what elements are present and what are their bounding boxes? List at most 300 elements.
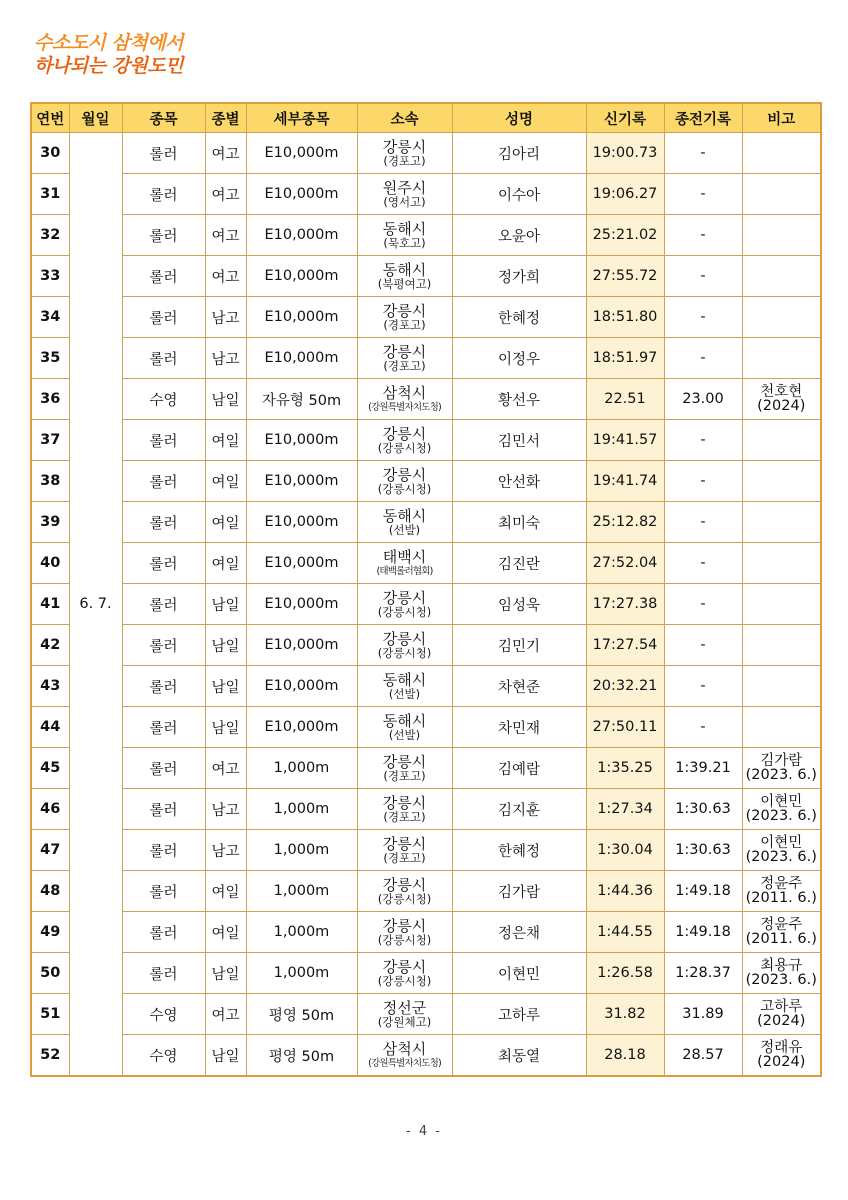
- category-cell: 여일: [205, 461, 246, 502]
- row-number: 43: [31, 666, 69, 707]
- new-record: 1:30.04: [586, 830, 664, 871]
- new-record: 20:32.21: [586, 666, 664, 707]
- sport-cell: 롤러: [122, 748, 205, 789]
- affiliation-city: 강릉시: [382, 342, 427, 361]
- affiliation-team: (경포고): [383, 317, 426, 332]
- event-cell: E10,000m: [246, 297, 357, 338]
- affiliation-cell: [357, 912, 452, 953]
- category-cell: 여고: [205, 133, 246, 174]
- note-holder: 정윤주: [760, 876, 803, 892]
- previous-record: -: [664, 174, 742, 215]
- new-record: 1:44.36: [586, 871, 664, 912]
- affiliation-city: 동해시: [382, 506, 427, 525]
- affiliation-city: 강릉시: [382, 137, 427, 156]
- athlete-name: 최동열: [452, 1035, 586, 1077]
- table-body: [31, 133, 821, 1077]
- new-record: 19:41.57: [586, 420, 664, 461]
- affiliation-team: (경포고): [383, 358, 426, 373]
- note-date: (2023. 6.): [745, 767, 817, 783]
- previous-record: -: [664, 707, 742, 748]
- row-number: 38: [31, 461, 69, 502]
- athlete-name: 임성욱: [452, 584, 586, 625]
- note-date: (2011. 6.): [745, 890, 817, 906]
- affiliation-team: (선발): [388, 686, 421, 701]
- category-cell: 남일: [205, 584, 246, 625]
- affiliation-team: (강릉시청): [377, 973, 432, 988]
- previous-record: -: [664, 543, 742, 584]
- athlete-name: 김진란: [452, 543, 586, 584]
- category-cell: 여일: [205, 502, 246, 543]
- table-row: [31, 871, 821, 912]
- row-number: 47: [31, 830, 69, 871]
- affiliation-cell: [357, 994, 452, 1035]
- athlete-name: 정은채: [452, 912, 586, 953]
- affiliation-team: (영서고): [383, 194, 426, 209]
- column-header: 소속: [357, 103, 452, 133]
- row-number: 34: [31, 297, 69, 338]
- column-header: 연번: [31, 103, 69, 133]
- sport-cell: 롤러: [122, 297, 205, 338]
- table-row: [31, 789, 821, 830]
- table-row: [31, 338, 821, 379]
- affiliation-city: 정선군: [382, 998, 427, 1017]
- note-cell: [742, 420, 821, 461]
- column-header: 비고: [742, 103, 821, 133]
- note-cell: [742, 994, 821, 1035]
- category-cell: 남일: [205, 953, 246, 994]
- date-cell: 6. 7.: [69, 133, 122, 1077]
- event-cell: E10,000m: [246, 666, 357, 707]
- event-cell: E10,000m: [246, 461, 357, 502]
- affiliation-team: (강릉시청): [377, 932, 432, 947]
- sport-cell: 롤러: [122, 871, 205, 912]
- affiliation-city: 강릉시: [382, 957, 427, 976]
- category-cell: 여고: [205, 174, 246, 215]
- affiliation-city: 강릉시: [382, 875, 427, 894]
- event-cell: 1,000m: [246, 912, 357, 953]
- category-cell: 여일: [205, 871, 246, 912]
- table-row: [31, 912, 821, 953]
- affiliation-cell: [357, 174, 452, 215]
- sport-cell: 롤러: [122, 666, 205, 707]
- new-record: 1:27.34: [586, 789, 664, 830]
- category-cell: 남고: [205, 789, 246, 830]
- affiliation-cell: [357, 338, 452, 379]
- athlete-name: 김민기: [452, 625, 586, 666]
- new-record: 17:27.54: [586, 625, 664, 666]
- event-cell: E10,000m: [246, 133, 357, 174]
- row-number: 31: [31, 174, 69, 215]
- event-cell: 1,000m: [246, 830, 357, 871]
- category-cell: 남일: [205, 666, 246, 707]
- new-record: 27:52.04: [586, 543, 664, 584]
- row-number: 42: [31, 625, 69, 666]
- previous-record: -: [664, 297, 742, 338]
- column-header: 종별: [205, 103, 246, 133]
- previous-record: -: [664, 584, 742, 625]
- note-cell: [742, 215, 821, 256]
- new-record: 27:55.72: [586, 256, 664, 297]
- affiliation-cell: [357, 584, 452, 625]
- table-row: [31, 174, 821, 215]
- previous-record: 1:30.63: [664, 789, 742, 830]
- table-row: [31, 748, 821, 789]
- note-cell: [742, 830, 821, 871]
- category-cell: 여고: [205, 256, 246, 297]
- sport-cell: 롤러: [122, 174, 205, 215]
- previous-record: -: [664, 625, 742, 666]
- affiliation-city: 강릉시: [382, 301, 427, 320]
- note-date: (2023. 6.): [745, 972, 817, 988]
- athlete-name: 한혜정: [452, 830, 586, 871]
- note-date: (2023. 6.): [745, 808, 817, 824]
- table-row: [31, 584, 821, 625]
- row-number: 35: [31, 338, 69, 379]
- previous-record: -: [664, 461, 742, 502]
- note-cell: [742, 707, 821, 748]
- affiliation-team: (강릉시청): [377, 481, 432, 496]
- sport-cell: 수영: [122, 994, 205, 1035]
- event-cell: E10,000m: [246, 584, 357, 625]
- category-cell: 남일: [205, 625, 246, 666]
- sport-cell: 롤러: [122, 215, 205, 256]
- athlete-name: 황선우: [452, 379, 586, 420]
- column-header: 성명: [452, 103, 586, 133]
- affiliation-cell: [357, 1035, 452, 1077]
- row-number: 30: [31, 133, 69, 174]
- new-record: 17:27.38: [586, 584, 664, 625]
- athlete-name: 김지훈: [452, 789, 586, 830]
- category-cell: 여일: [205, 543, 246, 584]
- affiliation-city: 강릉시: [382, 752, 427, 771]
- event-cell: E10,000m: [246, 420, 357, 461]
- row-number: 44: [31, 707, 69, 748]
- event-cell: 자유형 50m: [246, 379, 357, 420]
- previous-record: -: [664, 215, 742, 256]
- event-cell: 1,000m: [246, 953, 357, 994]
- category-cell: 여일: [205, 420, 246, 461]
- previous-record: 1:49.18: [664, 871, 742, 912]
- table-header-row: [31, 103, 821, 133]
- note-date: (2024): [757, 1013, 806, 1029]
- affiliation-cell: [357, 420, 452, 461]
- note-date: (2024): [757, 1054, 806, 1070]
- row-number: 40: [31, 543, 69, 584]
- athlete-name: 이정우: [452, 338, 586, 379]
- affiliation-city: 강릉시: [382, 834, 427, 853]
- row-number: 52: [31, 1035, 69, 1077]
- affiliation-city: 동해시: [382, 260, 427, 279]
- event-cell: 1,000m: [246, 871, 357, 912]
- new-record: 31.82: [586, 994, 664, 1035]
- affiliation-cell: [357, 953, 452, 994]
- note-cell: [742, 502, 821, 543]
- affiliation-team: (태백롤러협회): [376, 565, 433, 577]
- athlete-name: 이현민: [452, 953, 586, 994]
- affiliation-city: 동해시: [382, 670, 427, 689]
- affiliation-city: 동해시: [382, 711, 427, 730]
- note-holder: 최용규: [760, 958, 803, 974]
- affiliation-team: (경포고): [383, 768, 426, 783]
- event-cell: E10,000m: [246, 543, 357, 584]
- note-date: (2011. 6.): [745, 931, 817, 947]
- row-number: 51: [31, 994, 69, 1035]
- table-row: [31, 666, 821, 707]
- sport-cell: 롤러: [122, 502, 205, 543]
- table-row: [31, 953, 821, 994]
- row-number: 36: [31, 379, 69, 420]
- sport-cell: 롤러: [122, 543, 205, 584]
- affiliation-city: 태백시: [382, 547, 427, 566]
- new-record: 18:51.80: [586, 297, 664, 338]
- note-cell: [742, 133, 821, 174]
- category-cell: 남고: [205, 830, 246, 871]
- athlete-name: 차민재: [452, 707, 586, 748]
- affiliation-team: (경포고): [383, 809, 426, 824]
- category-cell: 남고: [205, 297, 246, 338]
- new-record: 25:21.02: [586, 215, 664, 256]
- new-record: 22.51: [586, 379, 664, 420]
- affiliation-team: (북평여고): [377, 276, 432, 291]
- note-cell: [742, 871, 821, 912]
- table-row: [31, 420, 821, 461]
- affiliation-cell: [357, 543, 452, 584]
- affiliation-cell: [357, 379, 452, 420]
- note-date: (2023. 6.): [745, 849, 817, 865]
- affiliation-cell: [357, 297, 452, 338]
- note-date: (2024): [757, 398, 806, 414]
- previous-record: -: [664, 256, 742, 297]
- new-record: 25:12.82: [586, 502, 664, 543]
- athlete-name: 이수아: [452, 174, 586, 215]
- athlete-name: 김아리: [452, 133, 586, 174]
- table-row: [31, 625, 821, 666]
- affiliation-team: (강릉시청): [377, 604, 432, 619]
- new-record: 1:44.55: [586, 912, 664, 953]
- event-cell: E10,000m: [246, 707, 357, 748]
- note-cell: [742, 379, 821, 420]
- sport-cell: 롤러: [122, 256, 205, 297]
- sport-cell: 롤러: [122, 830, 205, 871]
- affiliation-cell: [357, 133, 452, 174]
- affiliation-cell: [357, 625, 452, 666]
- new-record: 19:00.73: [586, 133, 664, 174]
- previous-record: -: [664, 666, 742, 707]
- event-cell: 1,000m: [246, 748, 357, 789]
- sport-cell: 롤러: [122, 953, 205, 994]
- table-row: [31, 133, 821, 174]
- affiliation-cell: [357, 256, 452, 297]
- note-holder: 이현민: [760, 794, 803, 810]
- affiliation-team: (강원특별자치도청): [368, 401, 441, 413]
- row-number: 46: [31, 789, 69, 830]
- previous-record: 1:30.63: [664, 830, 742, 871]
- affiliation-team: (경포고): [383, 850, 426, 865]
- table-row: [31, 256, 821, 297]
- column-header: 신기록: [586, 103, 664, 133]
- affiliation-city: 강릉시: [382, 793, 427, 812]
- previous-record: -: [664, 420, 742, 461]
- event-cell: 1,000m: [246, 789, 357, 830]
- athlete-name: 차현준: [452, 666, 586, 707]
- category-cell: 여일: [205, 912, 246, 953]
- note-holder: 고하루: [760, 999, 803, 1015]
- previous-record: 1:39.21: [664, 748, 742, 789]
- new-record: 28.18: [586, 1035, 664, 1077]
- affiliation-cell: [357, 748, 452, 789]
- row-number: 37: [31, 420, 69, 461]
- note-cell: [742, 174, 821, 215]
- table-row: [31, 297, 821, 338]
- athlete-name: 김가람: [452, 871, 586, 912]
- row-number: 45: [31, 748, 69, 789]
- table-row: [31, 1035, 821, 1077]
- affiliation-cell: [357, 666, 452, 707]
- previous-record: 1:49.18: [664, 912, 742, 953]
- note-cell: [742, 625, 821, 666]
- sport-cell: 롤러: [122, 707, 205, 748]
- table-row: [31, 502, 821, 543]
- affiliation-team: (경포고): [383, 153, 426, 168]
- event-cell: 평영 50m: [246, 994, 357, 1035]
- event-cell: E10,000m: [246, 625, 357, 666]
- new-record: 27:50.11: [586, 707, 664, 748]
- new-record: 19:41.74: [586, 461, 664, 502]
- note-cell: [742, 543, 821, 584]
- new-record: 18:51.97: [586, 338, 664, 379]
- row-number: 33: [31, 256, 69, 297]
- event-cell: E10,000m: [246, 338, 357, 379]
- affiliation-cell: [357, 789, 452, 830]
- affiliation-team: (선발): [388, 727, 421, 742]
- new-record: 1:35.25: [586, 748, 664, 789]
- column-header: 종목: [122, 103, 205, 133]
- event-cell: E10,000m: [246, 215, 357, 256]
- table-row: [31, 543, 821, 584]
- table-row: [31, 379, 821, 420]
- sport-cell: 롤러: [122, 338, 205, 379]
- event-cell: E10,000m: [246, 256, 357, 297]
- affiliation-city: 강릉시: [382, 424, 427, 443]
- affiliation-cell: [357, 830, 452, 871]
- note-holder: 김가람: [760, 753, 803, 769]
- previous-record: -: [664, 502, 742, 543]
- slogan: [34, 32, 183, 78]
- event-cell: 평영 50m: [246, 1035, 357, 1077]
- note-holder: 이현민: [760, 835, 803, 851]
- table-row: [31, 215, 821, 256]
- affiliation-city: 삼척시: [382, 383, 427, 402]
- column-header: 종전기록: [664, 103, 742, 133]
- sport-cell: 롤러: [122, 912, 205, 953]
- note-cell: [742, 666, 821, 707]
- affiliation-city: 강릉시: [382, 588, 427, 607]
- note-cell: [742, 584, 821, 625]
- previous-record: 31.89: [664, 994, 742, 1035]
- athlete-name: 오윤아: [452, 215, 586, 256]
- affiliation-city: 원주시: [382, 178, 427, 197]
- previous-record: 28.57: [664, 1035, 742, 1077]
- note-holder: 정래유: [760, 1040, 803, 1056]
- note-cell: [742, 338, 821, 379]
- event-cell: E10,000m: [246, 502, 357, 543]
- category-cell: 남고: [205, 338, 246, 379]
- athlete-name: 정가희: [452, 256, 586, 297]
- previous-record: -: [664, 133, 742, 174]
- table-row: [31, 994, 821, 1035]
- row-number: 49: [31, 912, 69, 953]
- note-cell: [742, 912, 821, 953]
- sport-cell: 롤러: [122, 420, 205, 461]
- affiliation-city: 강릉시: [382, 916, 427, 935]
- affiliation-team: (묵호고): [383, 235, 426, 250]
- athlete-name: 김민서: [452, 420, 586, 461]
- page-number: - 4 -: [406, 1124, 442, 1139]
- records-table: [30, 102, 822, 1077]
- affiliation-cell: [357, 502, 452, 543]
- category-cell: 남일: [205, 1035, 246, 1077]
- athlete-name: 한혜정: [452, 297, 586, 338]
- affiliation-cell: [357, 871, 452, 912]
- category-cell: 여고: [205, 748, 246, 789]
- affiliation-cell: [357, 707, 452, 748]
- category-cell: 여고: [205, 994, 246, 1035]
- note-cell: [742, 297, 821, 338]
- affiliation-city: 삼척시: [382, 1039, 427, 1058]
- row-number: 48: [31, 871, 69, 912]
- sport-cell: 수영: [122, 379, 205, 420]
- affiliation-team: (강릉시청): [377, 645, 432, 660]
- affiliation-city: 강릉시: [382, 465, 427, 484]
- note-cell: [742, 1035, 821, 1077]
- affiliation-city: 강릉시: [382, 629, 427, 648]
- athlete-name: 최미숙: [452, 502, 586, 543]
- affiliation-team: (강원체고): [377, 1014, 432, 1029]
- athlete-name: 김예람: [452, 748, 586, 789]
- note-cell: [742, 789, 821, 830]
- note-holder: 정윤주: [760, 917, 803, 933]
- note-cell: [742, 953, 821, 994]
- event-cell: E10,000m: [246, 174, 357, 215]
- category-cell: 남일: [205, 707, 246, 748]
- sport-cell: 롤러: [122, 789, 205, 830]
- category-cell: 남일: [205, 379, 246, 420]
- affiliation-cell: [357, 461, 452, 502]
- slogan-line-2: 하나되는 강원도민: [34, 55, 183, 77]
- sport-cell: 롤러: [122, 133, 205, 174]
- previous-record: 23.00: [664, 379, 742, 420]
- affiliation-team: (강릉시청): [377, 891, 432, 906]
- previous-record: -: [664, 338, 742, 379]
- sport-cell: 롤러: [122, 461, 205, 502]
- affiliation-city: 동해시: [382, 219, 427, 238]
- affiliation-cell: [357, 215, 452, 256]
- table-row: [31, 461, 821, 502]
- sport-cell: 롤러: [122, 584, 205, 625]
- row-number: 50: [31, 953, 69, 994]
- previous-record: 1:28.37: [664, 953, 742, 994]
- note-cell: [742, 256, 821, 297]
- category-cell: 여고: [205, 215, 246, 256]
- athlete-name: 고하루: [452, 994, 586, 1035]
- note-cell: [742, 461, 821, 502]
- column-header: 월일: [69, 103, 122, 133]
- sport-cell: 수영: [122, 1035, 205, 1077]
- new-record: 1:26.58: [586, 953, 664, 994]
- row-number: 32: [31, 215, 69, 256]
- sport-cell: 롤러: [122, 625, 205, 666]
- note-cell: [742, 748, 821, 789]
